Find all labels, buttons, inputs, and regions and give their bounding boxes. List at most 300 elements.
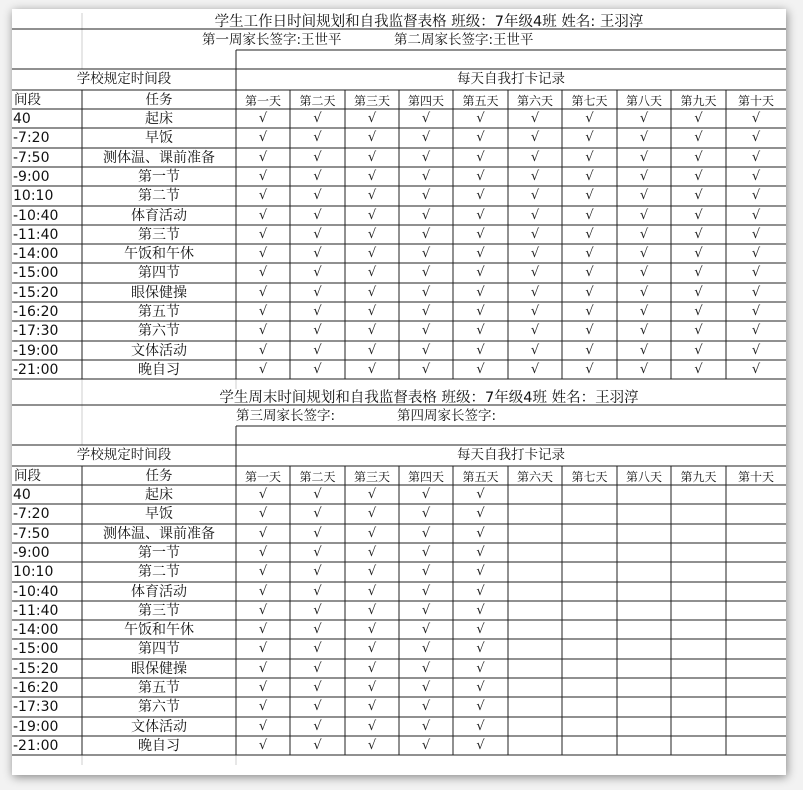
checkmark-cell[interactable]: √ <box>313 622 322 638</box>
checkmark-cell[interactable]: √ <box>258 641 268 657</box>
checkmark-cell[interactable]: √ <box>367 284 377 300</box>
task-cell: 体育活动 <box>131 583 187 600</box>
checkmark-cell[interactable]: √ <box>367 737 377 753</box>
parent-signature-week-1: 第三周家长签字: <box>236 408 336 424</box>
table-title: 学生周末时间规划和自我监督表格 班级：7年级4班 姓名：王羽淳 <box>219 390 639 406</box>
checkmark-cell[interactable]: √ <box>751 361 761 377</box>
checkmark-cell[interactable]: √ <box>694 284 703 300</box>
time-range-cell: -9:00 <box>13 544 50 561</box>
checkmark-cell[interactable]: √ <box>751 207 761 223</box>
time-range-cell: -17:30 <box>13 699 59 716</box>
checkmark-cell[interactable]: √ <box>367 564 377 580</box>
checkmark-cell[interactable]: √ <box>530 323 540 339</box>
time-range-cell: -16:20 <box>13 680 59 696</box>
time-range-cell: -15:00 <box>13 641 59 658</box>
checkmark-cell[interactable]: √ <box>585 149 594 165</box>
day-header-8: 第八天 <box>625 94 662 108</box>
time-range-cell: -7:50 <box>13 525 50 542</box>
checkmark-cell[interactable]: √ <box>367 680 377 695</box>
checkmark-cell[interactable]: √ <box>694 207 703 223</box>
checkmark-cell[interactable]: √ <box>421 622 431 638</box>
checkmark-cell[interactable]: √ <box>751 168 761 184</box>
checkmark-cell[interactable]: √ <box>639 361 649 377</box>
checkmark-cell[interactable]: √ <box>367 622 377 638</box>
checkmark-cell[interactable]: √ <box>313 737 322 753</box>
checkmark-cell[interactable]: √ <box>421 737 431 753</box>
checkmark-cell[interactable]: √ <box>585 323 594 339</box>
day-header-7: 第七天 <box>571 94 608 108</box>
checkmark-cell[interactable]: √ <box>751 149 761 165</box>
checkmark-cell[interactable]: √ <box>476 111 485 126</box>
checkmark-cell[interactable]: √ <box>751 188 761 204</box>
weekday-table <box>12 13 786 389</box>
checkmark-cell[interactable]: √ <box>421 207 431 223</box>
time-range-cell: -11:40 <box>13 602 59 619</box>
checkmark-cell[interactable]: √ <box>367 718 377 734</box>
school-time-header: 学校规定时间段 <box>76 447 172 463</box>
task-cell: 起床 <box>145 111 173 127</box>
checkmark-cell[interactable]: √ <box>421 544 431 560</box>
checkmark-cell[interactable]: √ <box>476 342 485 358</box>
checkmark-cell[interactable]: √ <box>476 265 485 281</box>
checkmark-cell[interactable]: √ <box>258 737 268 753</box>
checkmark-cell[interactable]: √ <box>530 149 540 165</box>
checkmark-cell[interactable]: √ <box>258 246 268 262</box>
task-cell: 第二节 <box>138 564 180 581</box>
task-cell: 测体温、课前准备 <box>103 525 215 542</box>
checkmark-cell[interactable]: √ <box>421 660 431 676</box>
checkmark-cell[interactable]: √ <box>421 506 431 522</box>
time-range-cell: -19:00 <box>13 342 59 359</box>
checkmark-cell[interactable]: √ <box>585 265 594 281</box>
checkmark-cell[interactable]: √ <box>313 718 322 734</box>
checkmark-cell[interactable]: √ <box>476 304 485 319</box>
checkmark-cell[interactable]: √ <box>258 544 268 560</box>
task-cell: 第一节 <box>138 168 180 185</box>
checkmark-cell[interactable]: √ <box>639 168 649 184</box>
time-range-cell: -15:20 <box>13 284 59 301</box>
checkmark-cell[interactable]: √ <box>476 641 485 657</box>
day-header-5: 第五天 <box>462 470 499 484</box>
task-cell: 第三节 <box>138 602 180 619</box>
day-header-1: 第一天 <box>244 94 281 108</box>
checkmark-cell[interactable]: √ <box>585 130 594 146</box>
checkmark-cell[interactable]: √ <box>476 660 485 676</box>
checkmark-cell[interactable]: √ <box>421 111 431 126</box>
time-range-cell: -17:30 <box>13 323 59 340</box>
task-cell: 午饭和午休 <box>124 622 194 639</box>
checkmark-cell[interactable]: √ <box>367 111 377 126</box>
table-title: 学生工作日时间规划和自我监督表格 班级：7年级4班 姓名: 王羽淳 <box>214 14 644 30</box>
time-range-cell: -15:20 <box>13 660 59 677</box>
time-range-cell: -7:50 <box>13 149 50 166</box>
task-cell: 文体活动 <box>131 718 187 735</box>
day-header-4: 第四天 <box>407 94 444 108</box>
time-range-cell: -14:00 <box>13 246 59 263</box>
task-cell: 第四节 <box>138 641 180 658</box>
checkmark-cell[interactable]: √ <box>313 149 322 165</box>
checkmark-cell[interactable]: √ <box>421 583 431 599</box>
task-cell: 眼保健操 <box>131 284 187 301</box>
checkmark-cell[interactable]: √ <box>258 342 268 358</box>
checkmark-cell[interactable]: √ <box>585 361 594 377</box>
weekend-table <box>12 389 786 765</box>
checkmark-cell[interactable]: √ <box>258 583 268 599</box>
time-column-header: 间段 <box>14 92 41 108</box>
checkmark-cell[interactable]: √ <box>476 226 485 242</box>
time-range-cell: -15:00 <box>13 265 59 282</box>
daily-checkin-header: 每天自我打卡记录 <box>457 447 565 463</box>
checkmark-cell[interactable]: √ <box>421 680 431 695</box>
time-range-cell: -19:00 <box>13 718 59 735</box>
checkmark-cell[interactable]: √ <box>258 525 268 541</box>
checkmark-cell[interactable]: √ <box>313 583 322 599</box>
checkmark-cell[interactable]: √ <box>258 718 268 734</box>
task-cell: 早饭 <box>145 130 173 147</box>
checkmark-cell[interactable]: √ <box>367 246 377 262</box>
checkmark-cell[interactable]: √ <box>639 246 649 262</box>
checkmark-cell[interactable]: √ <box>530 188 540 204</box>
time-range-cell: -10:40 <box>13 207 59 224</box>
time-range-cell: 10:10 <box>13 188 54 205</box>
checkmark-cell[interactable]: √ <box>585 342 594 358</box>
checkmark-cell[interactable]: √ <box>258 506 268 522</box>
checkmark-cell[interactable]: √ <box>258 680 268 695</box>
checkmark-cell[interactable]: √ <box>313 525 322 541</box>
checkmark-cell[interactable]: √ <box>313 130 322 146</box>
checkmark-cell[interactable]: √ <box>585 226 594 242</box>
checkmark-cell[interactable]: √ <box>585 111 594 126</box>
checkmark-cell[interactable]: √ <box>639 265 649 281</box>
checkmark-cell[interactable]: √ <box>694 361 703 377</box>
checkmark-cell[interactable]: √ <box>476 323 485 339</box>
day-header-5: 第五天 <box>462 94 499 108</box>
checkmark-cell[interactable]: √ <box>751 265 761 281</box>
checkmark-cell[interactable]: √ <box>476 622 485 638</box>
checkmark-cell[interactable]: √ <box>476 246 485 262</box>
day-header-6: 第六天 <box>516 470 553 484</box>
task-column-header: 任务 <box>145 468 173 484</box>
checkmark-cell[interactable]: √ <box>367 130 377 146</box>
checkmark-cell[interactable]: √ <box>476 168 485 184</box>
checkmark-cell[interactable]: √ <box>421 602 431 618</box>
checkmark-cell[interactable]: √ <box>751 342 761 358</box>
task-cell: 第六节 <box>138 699 180 716</box>
checkmark-cell[interactable]: √ <box>367 149 377 165</box>
checkmark-cell[interactable]: √ <box>530 130 540 146</box>
day-header-3: 第三天 <box>353 470 390 484</box>
checkmark-cell[interactable]: √ <box>694 265 703 281</box>
day-header-2: 第二天 <box>299 94 336 108</box>
checkmark-cell[interactable]: √ <box>313 641 322 657</box>
checkmark-cell[interactable]: √ <box>585 304 594 319</box>
checkmark-cell[interactable]: √ <box>751 130 761 146</box>
day-header-4: 第四天 <box>407 470 444 484</box>
checkmark-cell[interactable]: √ <box>530 361 540 377</box>
checkmark-cell[interactable]: √ <box>258 564 268 580</box>
checkmark-cell[interactable]: √ <box>639 342 649 358</box>
checkmark-cell[interactable]: √ <box>530 342 540 358</box>
checkmark-cell[interactable]: √ <box>258 168 268 184</box>
checkmark-cell[interactable]: √ <box>258 265 268 281</box>
checkmark-cell[interactable]: √ <box>313 660 322 676</box>
time-range-cell: -16:20 <box>13 304 59 320</box>
checkmark-cell[interactable]: √ <box>639 188 649 204</box>
checkmark-cell[interactable]: √ <box>313 207 322 223</box>
spreadsheet-sheet <box>12 9 786 775</box>
checkmark-cell[interactable]: √ <box>367 188 377 204</box>
checkmark-cell[interactable]: √ <box>367 226 377 242</box>
checkmark-cell[interactable]: √ <box>313 226 322 242</box>
checkmark-cell[interactable]: √ <box>367 699 377 715</box>
checkmark-cell[interactable]: √ <box>694 246 703 262</box>
checkmark-cell[interactable]: √ <box>421 284 431 300</box>
day-header-10: 第十天 <box>737 94 774 108</box>
checkmark-cell[interactable]: √ <box>421 323 431 339</box>
checkmark-cell[interactable]: √ <box>476 188 485 204</box>
checkmark-cell[interactable]: √ <box>258 111 268 126</box>
checkmark-cell[interactable]: √ <box>367 660 377 676</box>
checkmark-cell[interactable]: √ <box>313 699 322 715</box>
checkmark-cell[interactable]: √ <box>751 111 761 126</box>
checkmark-cell[interactable]: √ <box>313 680 322 695</box>
time-range-cell: 40 <box>13 487 31 503</box>
task-cell: 文体活动 <box>131 342 187 359</box>
checkmark-cell[interactable]: √ <box>421 361 431 377</box>
checkmark-cell[interactable]: √ <box>367 207 377 223</box>
checkmark-cell[interactable]: √ <box>421 342 431 358</box>
checkmark-cell[interactable]: √ <box>367 265 377 281</box>
checkmark-cell[interactable]: √ <box>476 487 485 502</box>
parent-signature-week-2: 第二周家长签字:王世平 <box>394 32 534 48</box>
checkmark-cell[interactable]: √ <box>421 487 431 502</box>
checkmark-cell[interactable]: √ <box>258 361 268 377</box>
checkmark-cell[interactable]: √ <box>258 304 268 319</box>
day-header-7: 第七天 <box>571 470 608 484</box>
checkmark-cell[interactable]: √ <box>313 168 322 184</box>
day-header-9: 第九天 <box>680 94 717 108</box>
task-cell: 午饭和午休 <box>124 246 194 263</box>
checkmark-cell[interactable]: √ <box>313 544 322 560</box>
checkmark-cell[interactable]: √ <box>476 207 485 223</box>
checkmark-cell[interactable]: √ <box>530 265 540 281</box>
checkmark-cell[interactable]: √ <box>258 602 268 618</box>
checkmark-cell[interactable]: √ <box>367 323 377 339</box>
checkmark-cell[interactable]: √ <box>367 641 377 657</box>
checkmark-cell[interactable]: √ <box>585 168 594 184</box>
task-cell: 起床 <box>145 487 173 503</box>
checkmark-cell[interactable]: √ <box>421 168 431 184</box>
time-range-cell: -11:40 <box>13 226 59 243</box>
checkmark-cell[interactable]: √ <box>476 564 485 580</box>
time-range-cell: -10:40 <box>13 583 59 600</box>
checkmark-cell[interactable]: √ <box>313 284 322 300</box>
checkmark-cell[interactable]: √ <box>530 304 540 319</box>
checkmark-cell[interactable]: √ <box>694 111 703 126</box>
checkmark-cell[interactable]: √ <box>258 660 268 676</box>
checkmark-cell[interactable]: √ <box>530 226 540 242</box>
checkmark-cell[interactable]: √ <box>530 111 540 126</box>
checkmark-cell[interactable]: √ <box>694 130 703 146</box>
checkmark-cell[interactable]: √ <box>421 525 431 541</box>
checkmark-cell[interactable]: √ <box>694 342 703 358</box>
day-header-6: 第六天 <box>516 94 553 108</box>
task-cell: 体育活动 <box>131 207 187 224</box>
checkmark-cell[interactable]: √ <box>421 130 431 146</box>
checkmark-cell[interactable]: √ <box>476 680 485 695</box>
checkmark-cell[interactable]: √ <box>476 284 485 300</box>
task-cell: 第六节 <box>138 323 180 340</box>
checkmark-cell[interactable]: √ <box>585 207 594 223</box>
checkmark-cell[interactable]: √ <box>476 583 485 599</box>
checkmark-cell[interactable]: √ <box>585 246 594 262</box>
checkmark-cell[interactable]: √ <box>367 544 377 560</box>
checkmark-cell[interactable]: √ <box>421 188 431 204</box>
checkmark-cell[interactable]: √ <box>313 265 322 281</box>
day-header-3: 第三天 <box>353 94 390 108</box>
checkmark-cell[interactable]: √ <box>694 323 703 339</box>
checkmark-cell[interactable]: √ <box>258 149 268 165</box>
checkmark-cell[interactable]: √ <box>367 304 377 319</box>
checkmark-cell[interactable]: √ <box>258 188 268 204</box>
checkmark-cell[interactable]: √ <box>476 737 485 753</box>
task-column-header: 任务 <box>145 92 173 108</box>
time-range-cell: 10:10 <box>13 564 54 581</box>
checkmark-cell[interactable]: √ <box>421 699 431 715</box>
checkmark-cell[interactable]: √ <box>639 207 649 223</box>
checkmark-cell[interactable]: √ <box>258 284 268 300</box>
checkmark-cell[interactable]: √ <box>258 487 268 502</box>
task-cell: 第四节 <box>138 265 180 282</box>
checkmark-cell[interactable]: √ <box>421 304 431 319</box>
time-range-cell: 40 <box>13 111 31 127</box>
checkmark-cell[interactable]: √ <box>313 111 322 126</box>
checkmark-cell[interactable]: √ <box>258 130 268 146</box>
task-cell: 晚自习 <box>138 361 180 378</box>
checkmark-cell[interactable]: √ <box>476 130 485 146</box>
task-cell: 晚自习 <box>138 737 180 754</box>
checkmark-cell[interactable]: √ <box>585 188 594 204</box>
checkmark-cell[interactable]: √ <box>313 361 322 377</box>
checkmark-cell[interactable]: √ <box>421 226 431 242</box>
checkmark-cell[interactable]: √ <box>476 718 485 734</box>
checkmark-cell[interactable]: √ <box>258 207 268 223</box>
time-range-cell: -21:00 <box>13 737 59 754</box>
checkmark-cell[interactable]: √ <box>694 304 703 319</box>
checkmark-cell[interactable]: √ <box>639 304 649 319</box>
checkmark-cell[interactable]: √ <box>258 226 268 242</box>
checkmark-cell[interactable]: √ <box>751 246 761 262</box>
checkmark-cell[interactable]: √ <box>313 188 322 204</box>
parent-signature-week-1: 第一周家长签字:王世平 <box>202 32 342 48</box>
task-cell: 第三节 <box>138 226 180 243</box>
time-range-cell: -21:00 <box>13 361 59 378</box>
checkmark-cell[interactable]: √ <box>639 226 649 242</box>
checkmark-cell[interactable]: √ <box>751 284 761 300</box>
checkmark-cell[interactable]: √ <box>367 361 377 377</box>
checkmark-cell[interactable]: √ <box>367 525 377 541</box>
checkmark-cell[interactable]: √ <box>367 602 377 618</box>
task-cell: 早饭 <box>145 506 173 523</box>
checkmark-cell[interactable]: √ <box>751 226 761 242</box>
checkmark-cell[interactable]: √ <box>313 564 322 580</box>
checkmark-cell[interactable]: √ <box>313 487 322 502</box>
checkmark-cell[interactable]: √ <box>367 506 377 522</box>
day-header-1: 第一天 <box>244 470 281 484</box>
checkmark-cell[interactable]: √ <box>530 168 540 184</box>
checkmark-cell[interactable]: √ <box>639 130 649 146</box>
checkmark-cell[interactable]: √ <box>313 323 322 339</box>
task-cell: 第五节 <box>138 304 180 320</box>
time-range-cell: -9:00 <box>13 168 50 185</box>
checkmark-cell[interactable]: √ <box>694 168 703 184</box>
checkmark-cell[interactable]: √ <box>476 149 485 165</box>
checkmark-cell[interactable]: √ <box>313 246 322 262</box>
checkmark-cell[interactable]: √ <box>421 718 431 734</box>
checkmark-cell[interactable]: √ <box>258 699 268 715</box>
checkmark-cell[interactable]: √ <box>639 149 649 165</box>
checkmark-cell[interactable]: √ <box>476 602 485 618</box>
checkmark-cell[interactable]: √ <box>530 246 540 262</box>
task-cell: 眼保健操 <box>131 660 187 677</box>
time-range-cell: -14:00 <box>13 622 59 639</box>
checkmark-cell[interactable]: √ <box>421 564 431 580</box>
checkmark-cell[interactable]: √ <box>476 544 485 560</box>
checkmark-cell[interactable]: √ <box>585 284 594 300</box>
day-header-10: 第十天 <box>737 470 774 484</box>
day-header-2: 第二天 <box>299 470 336 484</box>
checkmark-cell[interactable]: √ <box>694 188 703 204</box>
checkmark-cell[interactable]: √ <box>751 323 761 339</box>
daily-checkin-header: 每天自我打卡记录 <box>457 71 565 87</box>
checkmark-cell[interactable]: √ <box>313 602 322 618</box>
checkmark-cell[interactable]: √ <box>313 506 322 522</box>
day-header-8: 第八天 <box>625 470 662 484</box>
checkmark-cell[interactable]: √ <box>476 525 485 541</box>
checkmark-cell[interactable]: √ <box>367 583 377 599</box>
checkmark-cell[interactable]: √ <box>530 284 540 300</box>
checkmark-cell[interactable]: √ <box>421 149 431 165</box>
checkmark-cell[interactable]: √ <box>421 265 431 281</box>
day-header-9: 第九天 <box>680 470 717 484</box>
checkmark-cell[interactable]: √ <box>258 622 268 638</box>
checkmark-cell[interactable]: √ <box>313 342 322 358</box>
checkmark-cell[interactable]: √ <box>639 111 649 126</box>
checkmark-cell[interactable]: √ <box>476 506 485 522</box>
task-cell: 第一节 <box>138 544 180 561</box>
checkmark-cell[interactable]: √ <box>476 699 485 715</box>
time-column-header: 间段 <box>14 468 41 484</box>
checkmark-cell[interactable]: √ <box>639 323 649 339</box>
checkmark-cell[interactable]: √ <box>694 226 703 242</box>
checkmark-cell[interactable]: √ <box>421 641 431 657</box>
checkmark-cell[interactable]: √ <box>367 342 377 358</box>
checkmark-cell[interactable]: √ <box>258 323 268 339</box>
task-cell: 测体温、课前准备 <box>103 149 215 166</box>
checkmark-cell[interactable]: √ <box>639 284 649 300</box>
checkmark-cell[interactable]: √ <box>367 487 377 502</box>
checkmark-cell[interactable]: √ <box>476 361 485 377</box>
checkmark-cell[interactable]: √ <box>313 304 322 319</box>
checkmark-cell[interactable]: √ <box>367 168 377 184</box>
checkmark-cell[interactable]: √ <box>694 149 703 165</box>
time-range-cell: -7:20 <box>13 506 50 523</box>
checkmark-cell[interactable]: √ <box>751 304 761 319</box>
checkmark-cell[interactable]: √ <box>530 207 540 223</box>
checkmark-cell[interactable]: √ <box>421 246 431 262</box>
parent-signature-week-2: 第四周家长签字: <box>397 408 497 424</box>
task-cell: 第二节 <box>138 188 180 205</box>
